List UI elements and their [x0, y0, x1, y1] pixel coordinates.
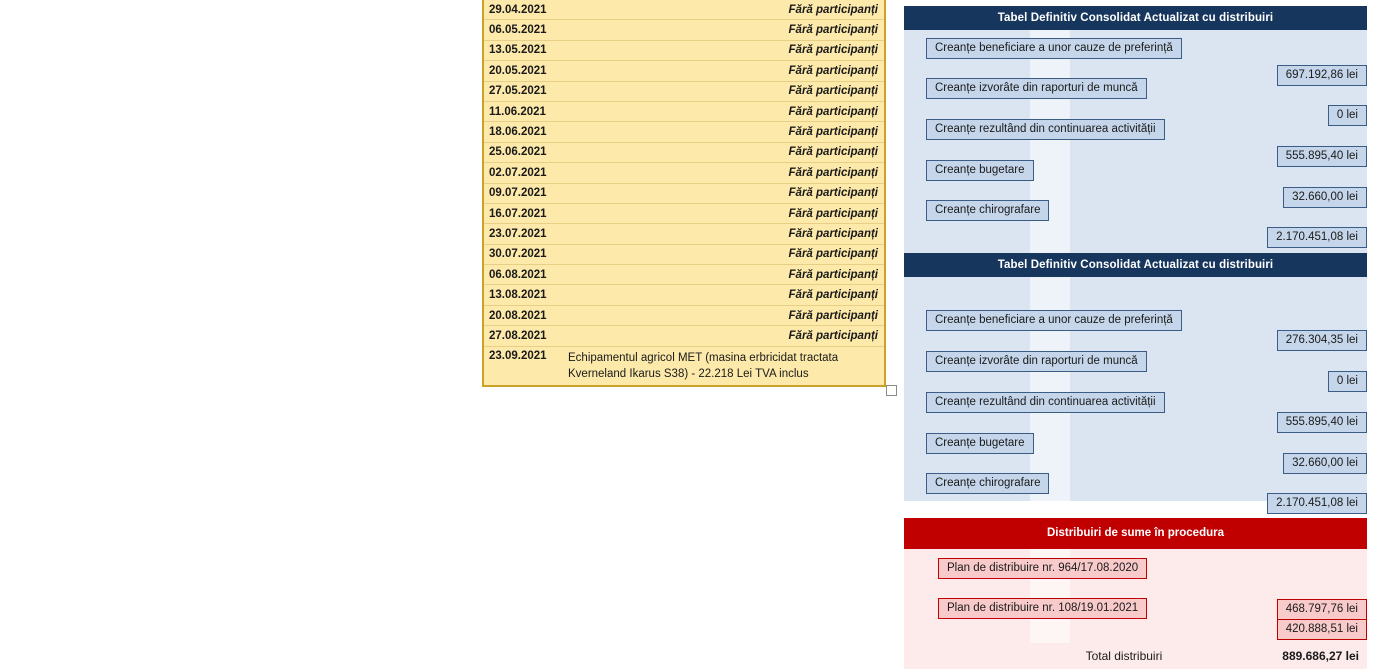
- auction-date-row: [484, 326, 884, 346]
- auction-date: 27.05.2021: [489, 85, 547, 98]
- distributions-total-value: 889.686,27 lei: [1282, 649, 1359, 663]
- creditor-value-chip[interactable]: 555.895,40 lei: [1277, 412, 1367, 433]
- auction-result-text: Fără participanți: [788, 248, 878, 261]
- auction-date: 16.07.2021: [489, 207, 547, 220]
- auction-date: 09.07.2021: [489, 187, 547, 200]
- auction-date: 23.09.2021: [489, 349, 547, 362]
- distribution-plan-chip[interactable]: Plan de distribuire nr. 108/19.01.2021: [938, 598, 1147, 619]
- creditor-category-chip[interactable]: Creanțe rezultând din continuarea activității: [926, 119, 1165, 140]
- auction-date-row: [484, 285, 884, 305]
- auction-date-row: [484, 224, 884, 244]
- auction-date-row: [484, 102, 884, 122]
- auction-date-row: [484, 61, 884, 81]
- auction-date-row: [484, 0, 884, 20]
- auction-date: 20.05.2021: [489, 64, 547, 77]
- creditor-category-chip[interactable]: Creanțe chirografare: [926, 473, 1049, 494]
- auction-result-text: Fără participanți: [788, 207, 878, 220]
- auction-result-text: Fără participanți: [788, 85, 878, 98]
- auction-result-text: Fără participanți: [788, 105, 878, 118]
- distributions-body: [904, 549, 1367, 669]
- auction-result-text: Fără participanți: [788, 166, 878, 179]
- auction-result-text: Fără participanți: [788, 227, 878, 240]
- creditor-table-body-2: [904, 277, 1367, 509]
- creditor-category-chip[interactable]: Creanțe izvorâte din raporturi de muncă: [926, 78, 1147, 99]
- auction-result-text: Fără participanți: [788, 187, 878, 200]
- distributions-title: Distribuiri de sume în procedura: [904, 518, 1367, 549]
- creditor-table-title-1: Tabel Definitiv Consolidat Actualizat cu distribuiri: [904, 6, 1367, 30]
- auction-result-text: Fără participanți: [788, 146, 878, 159]
- auction-date-row: [484, 143, 884, 163]
- auction-date: 29.04.2021: [489, 3, 547, 16]
- auction-date-row: [484, 184, 884, 204]
- creditor-table-panel-2: [904, 253, 1367, 509]
- auction-schedule-panel: [482, 0, 886, 387]
- auction-date: 13.05.2021: [489, 44, 547, 57]
- auction-date-row: [484, 306, 884, 326]
- creditor-value-chip[interactable]: 0 lei: [1328, 105, 1367, 126]
- auction-date-row: [484, 122, 884, 142]
- auction-result-text: Fără participanți: [788, 64, 878, 77]
- auction-date: 11.06.2021: [489, 105, 546, 118]
- auction-date-row: [484, 82, 884, 102]
- resize-handle[interactable]: [886, 385, 897, 396]
- auction-date: 27.08.2021: [489, 329, 547, 342]
- creditor-value-chip[interactable]: 32.660,00 lei: [1283, 187, 1367, 208]
- auction-date: 06.08.2021: [489, 268, 547, 281]
- auction-date: 25.06.2021: [489, 146, 547, 159]
- auction-result-text: Fără participanți: [788, 329, 878, 342]
- auction-date-row: [484, 265, 884, 285]
- distribution-plan-chip[interactable]: Plan de distribuire nr. 964/17.08.2020: [938, 558, 1147, 579]
- auction-result-text: Fără participanți: [788, 126, 878, 139]
- auction-date: 30.07.2021: [489, 248, 547, 261]
- creditor-category-chip[interactable]: Creanțe beneficiare a unor cauze de preferință: [926, 310, 1182, 331]
- auction-result-text: Fără participanți: [788, 24, 878, 37]
- creditor-value-chip[interactable]: 2.170.451,08 lei: [1267, 227, 1367, 248]
- creditor-category-chip[interactable]: Creanțe izvorâte din raporturi de muncă: [926, 351, 1147, 372]
- creditor-table-body-1: [904, 30, 1367, 254]
- creditor-value-chip[interactable]: 32.660,00 lei: [1283, 453, 1367, 474]
- creditor-table-title-2: Tabel Definitiv Consolidat Actualizat cu distribuiri: [904, 253, 1367, 277]
- auction-date: 23.07.2021: [489, 227, 547, 240]
- creditor-value-chip[interactable]: 276.304,35 lei: [1277, 330, 1367, 351]
- auction-date: 13.08.2021: [489, 289, 547, 302]
- distributions-total-row: [904, 643, 1367, 669]
- distributions-total-label: Total distribuiri: [1085, 649, 1163, 663]
- distribution-value-chip[interactable]: 420.888,51 lei: [1277, 619, 1367, 640]
- auction-date-row: [484, 245, 884, 265]
- auction-date-row: [484, 204, 884, 224]
- auction-date-row: [484, 20, 884, 40]
- auction-result-text: Fără participanți: [788, 44, 878, 57]
- creditor-category-chip[interactable]: Creanțe bugetare: [926, 160, 1034, 181]
- distribution-value-chip[interactable]: 468.797,76 lei: [1277, 599, 1367, 620]
- auction-result-text: Fără participanți: [788, 3, 878, 16]
- auction-result-text: Fără participanți: [788, 268, 878, 281]
- auction-date: 02.07.2021: [489, 166, 547, 179]
- creditor-value-chip[interactable]: 0 lei: [1328, 371, 1367, 392]
- creditor-value-chip[interactable]: 555.895,40 lei: [1277, 146, 1367, 167]
- creditor-category-chip[interactable]: Creanțe rezultând din continuarea activității: [926, 392, 1165, 413]
- auction-date: 18.06.2021: [489, 126, 547, 139]
- creditor-value-chip[interactable]: 2.170.451,08 lei: [1267, 493, 1367, 514]
- auction-result-text: Fără participanți: [788, 289, 878, 302]
- auction-result-text: Echipamentul agricol MET (masina erbricidat tractata Kverneland Ikarus S38) - 22.218 Lei TVA inclus: [568, 351, 839, 381]
- creditor-table-panel-1: [904, 6, 1367, 254]
- distributions-panel: [904, 518, 1367, 669]
- auction-date-row: [484, 41, 884, 61]
- auction-date: 20.08.2021: [489, 309, 547, 322]
- creditor-value-chip[interactable]: 697.192,86 lei: [1277, 65, 1367, 86]
- auction-date: 06.05.2021: [489, 24, 547, 37]
- creditor-category-chip[interactable]: Creanțe chirografare: [926, 200, 1049, 221]
- auction-result-text: Fără participanți: [788, 309, 878, 322]
- creditor-category-chip[interactable]: Creanțe bugetare: [926, 433, 1034, 454]
- auction-date-row: [484, 163, 884, 183]
- auction-date-row: [484, 347, 884, 385]
- creditor-category-chip[interactable]: Creanțe beneficiare a unor cauze de preferință: [926, 38, 1182, 59]
